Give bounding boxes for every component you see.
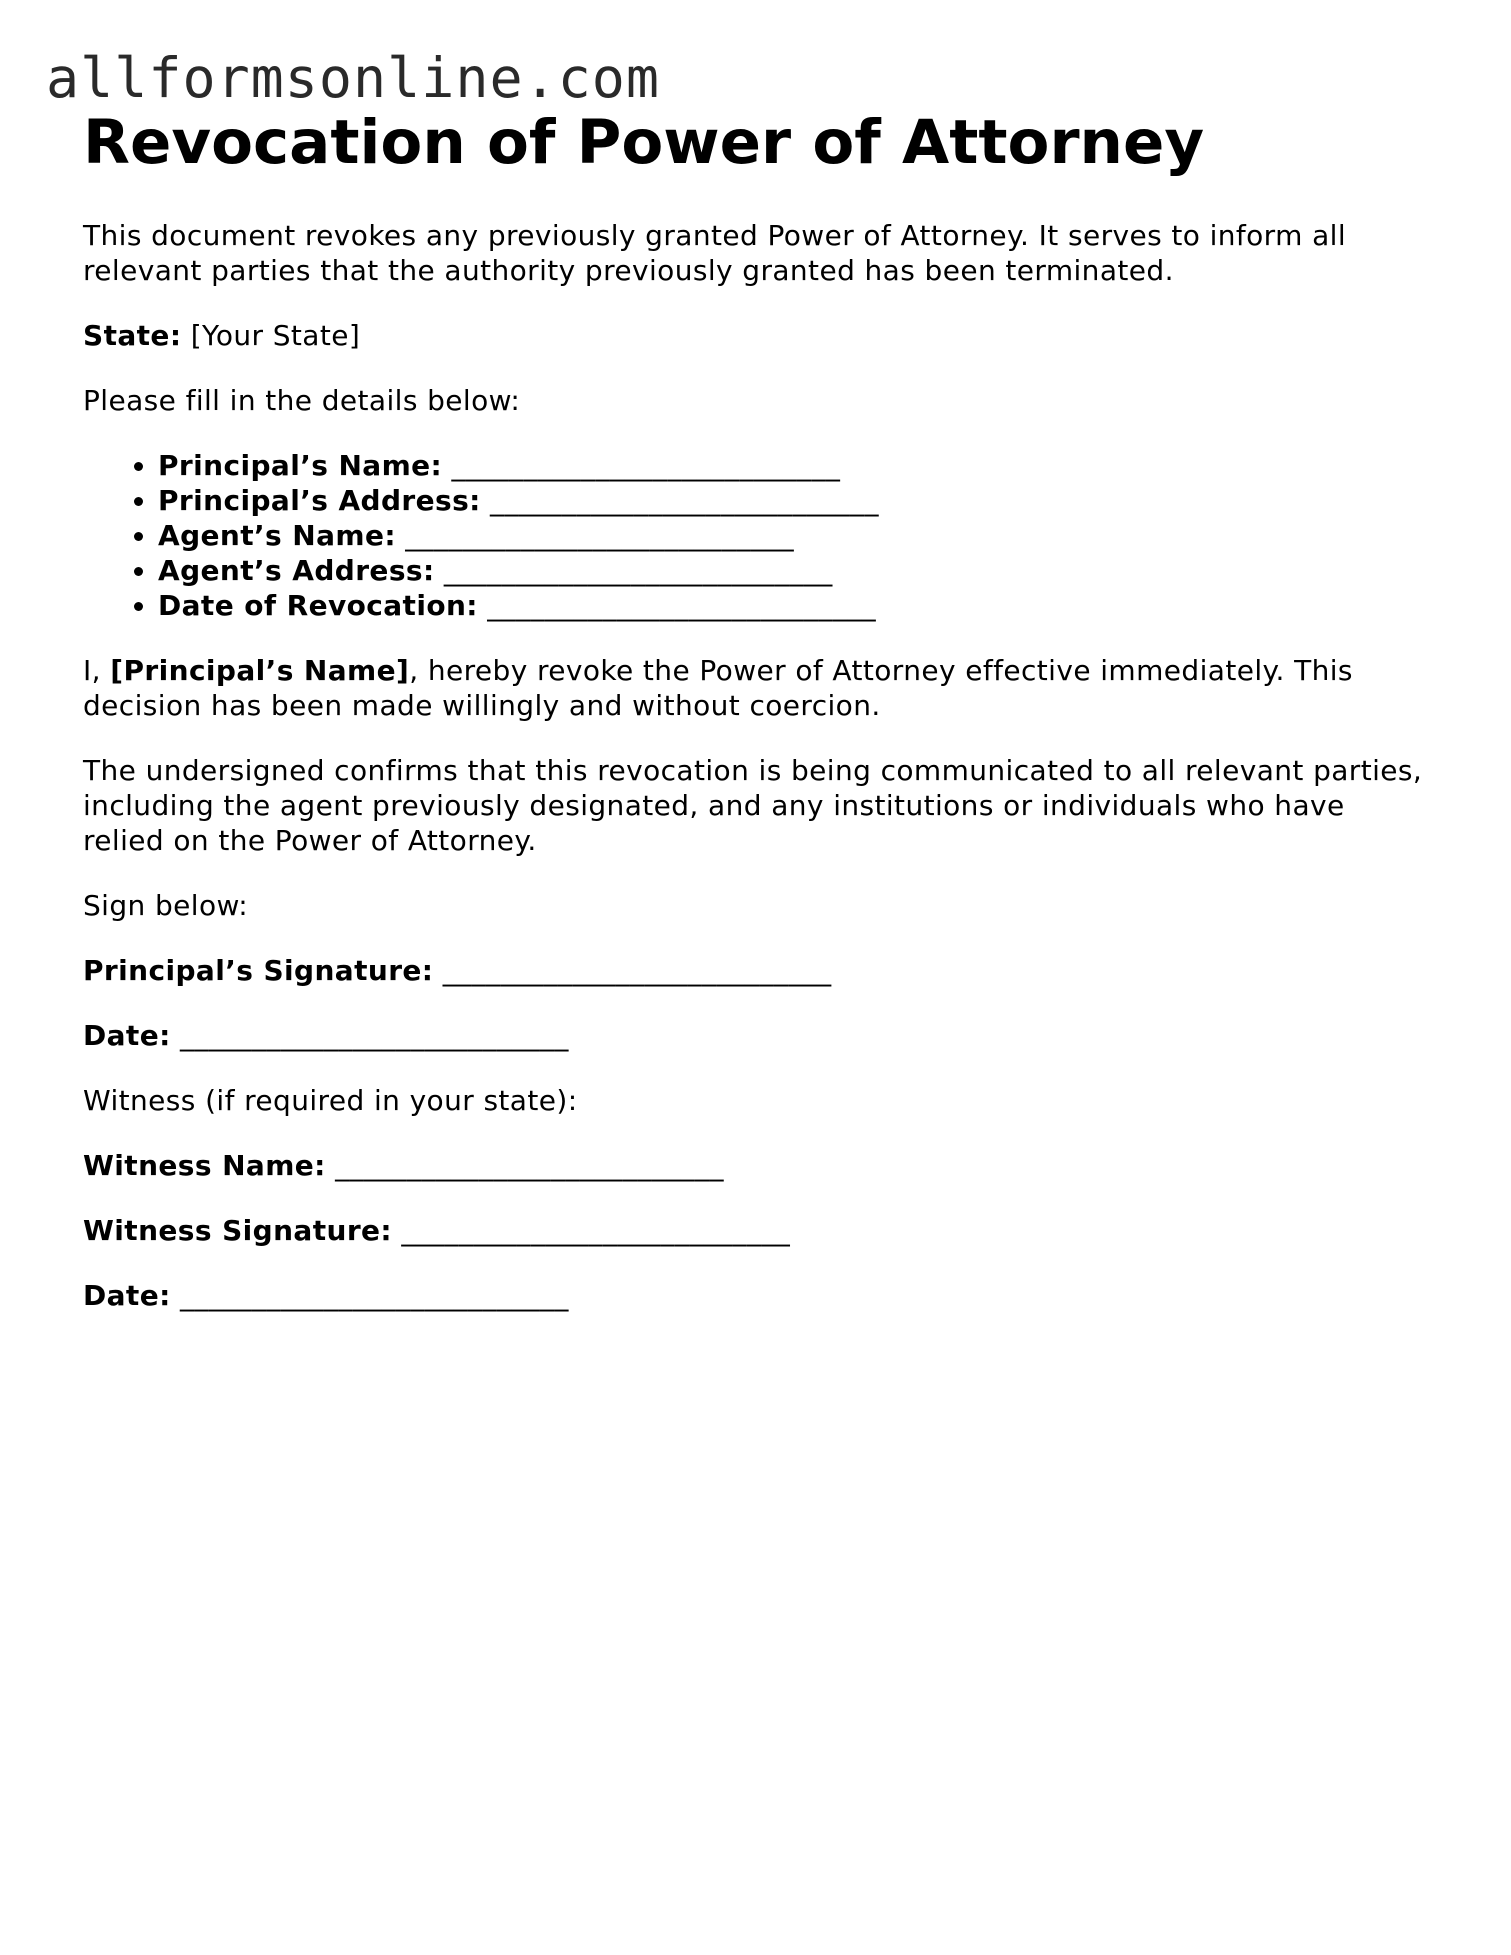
witness-name-label: Witness Name: xyxy=(83,1149,326,1182)
witness-date-label: Date: xyxy=(83,1279,171,1312)
state-value: [Your State] xyxy=(190,319,361,352)
principal-date-row xyxy=(83,1018,1423,1053)
watermark-text: allformsonline.com xyxy=(46,46,661,110)
field-label: Agent’s Address: xyxy=(158,554,435,587)
principal-signature-label: Principal’s Signature: xyxy=(83,954,434,987)
witness-signature-label: Witness Signature: xyxy=(83,1214,393,1247)
witness-name-field[interactable]: ___________________________ xyxy=(335,1149,724,1182)
document-body xyxy=(83,106,1423,1343)
list-item-date-of-revocation xyxy=(158,588,1423,623)
list-item-principal-address xyxy=(158,483,1423,518)
state-label: State: xyxy=(83,319,182,352)
confirmation-paragraph: The undersigned confirms that this revocation is being communicated to all relevant parties, including the agent previously designated, and any institutions or individuals who have relied on the Power of Attorney. xyxy=(83,754,1423,857)
statement-prefix: I, xyxy=(83,654,101,687)
witness-signature-field[interactable]: ___________________________ xyxy=(401,1214,791,1247)
sign-prompt: Sign below: xyxy=(83,889,249,922)
principal-signature-field[interactable]: ___________________________ xyxy=(442,954,832,987)
witness-signature-row xyxy=(83,1213,1423,1248)
principal-name-placeholder: [Principal’s Name] xyxy=(110,654,410,687)
revocation-statement xyxy=(83,653,1423,723)
principal-name-field[interactable]: ___________________________ xyxy=(451,449,841,482)
witness-date-field[interactable]: ___________________________ xyxy=(180,1279,569,1312)
list-item-agent-address xyxy=(158,553,1423,588)
field-label: Agent’s Name: xyxy=(158,519,396,552)
state-line xyxy=(83,318,1423,353)
list-item-agent-name xyxy=(158,518,1423,553)
date-of-revocation-field[interactable]: ___________________________ xyxy=(487,589,877,622)
agent-name-field[interactable]: ___________________________ xyxy=(405,519,795,552)
field-label: Date of Revocation: xyxy=(158,589,478,622)
list-item-principal-name xyxy=(158,448,1423,483)
witness-prompt: Witness (if required in your state): xyxy=(83,1084,578,1117)
witness-name-row xyxy=(83,1148,1423,1183)
fill-prompt: Please fill in the details below: xyxy=(83,384,521,417)
principal-signature-row xyxy=(83,953,1423,988)
page-title: Revocation of Power of Attorney xyxy=(83,107,1205,178)
principal-address-field[interactable]: ___________________________ xyxy=(490,484,879,517)
statement-suffix: , hereby revoke the Power of Attorney effective immediately. This decision has been made willingly and without coercion. xyxy=(83,654,1353,722)
field-label: Principal’s Name: xyxy=(158,449,443,482)
principal-date-label: Date: xyxy=(83,1019,171,1052)
details-list xyxy=(83,448,1423,623)
agent-address-field[interactable]: ___________________________ xyxy=(443,554,833,587)
intro-paragraph: This document revokes any previously granted Power of Attorney. It serves to inform all relevant parties that the authority previously granted has been terminated. xyxy=(83,219,1346,287)
field-label: Principal’s Address: xyxy=(158,484,481,517)
principal-date-field[interactable]: ___________________________ xyxy=(180,1019,569,1052)
witness-date-row xyxy=(83,1278,1423,1313)
